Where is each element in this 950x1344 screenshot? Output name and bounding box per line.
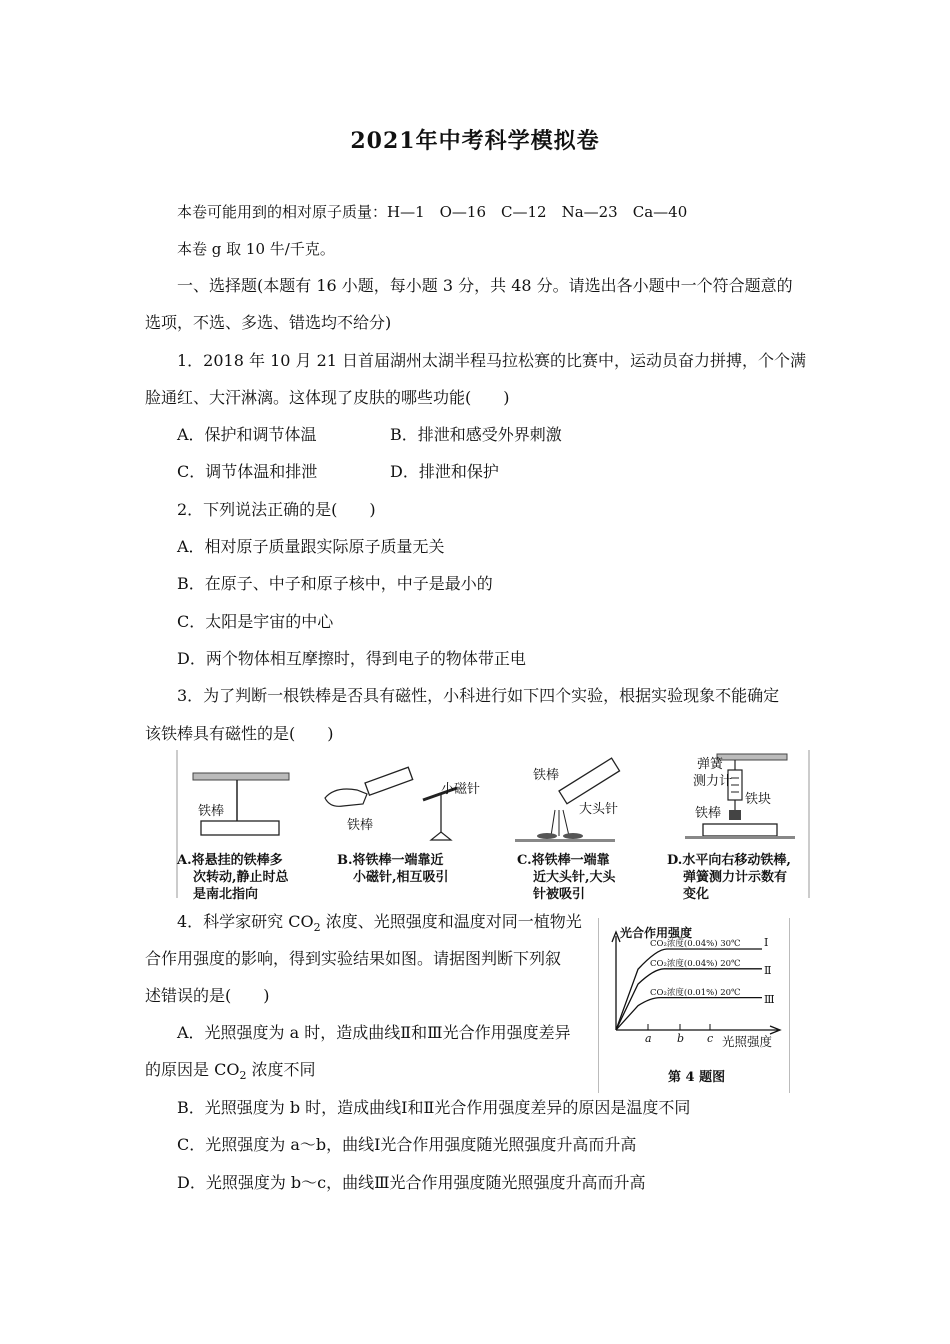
series-label-3: CO₂浓度(0.01%) 20℃ [650, 987, 741, 998]
q4-chart [598, 918, 790, 1093]
q2-option-a: A．相对原子质量跟实际原子质量无关 [177, 537, 445, 556]
q4-option-b: B．光照强度为 b 时，造成曲线Ⅰ和Ⅱ光合作用强度差异的原因是温度不同 [177, 1098, 691, 1117]
atomic-mass-note: 本卷可能用到的相对原子质量：H—1 O—16 C—12 Na—23 Ca—40 [177, 203, 688, 221]
fig-c-bar-label: 铁棒 [533, 768, 560, 783]
q4-stem-text: 4．科学家研究 CO [177, 912, 314, 931]
fig-a-bar-label: 铁棒 [198, 804, 225, 819]
series-name-3: Ⅲ [764, 992, 775, 1006]
q3-stem-cont: 该铁棒具有磁性的是( ) [145, 724, 334, 743]
q4-stem-text: 浓度、光照强度和温度对同一植物光 [320, 912, 582, 931]
fig-a-caption-line: A.将悬挂的铁棒多 [177, 853, 283, 868]
section-heading-cont: 选项，不选、多选、错选均不给分) [145, 313, 392, 332]
section-heading: 一、选择题(本题有 16 小题，每小题 3 分，共 48 分。请选出各小题中一个符合题意的 [177, 276, 793, 295]
fig-c-caption-line: C.将铁棒一端靠 [517, 853, 610, 868]
fig-c-pin-label: 大头针 [579, 802, 619, 817]
series-label-1: CO₂浓度(0.04%) 30℃ [650, 939, 741, 949]
fig-b-needle-label: 小磁针 [441, 782, 481, 797]
fig-a-caption [177, 852, 289, 903]
q4-option-a-text: 浓度不同 [246, 1060, 316, 1079]
fig-b-bar-label: 铁棒 [347, 818, 374, 833]
q2-option-b: B．在原子、中子和原子核中，中子是最小的 [177, 574, 493, 593]
series-line-3 [616, 998, 762, 1030]
q3-figure [175, 748, 811, 900]
q1-option-c: C．调节体温和排泄 [177, 462, 318, 481]
fig-d-block-label: 铁块 [745, 792, 772, 807]
q4-option-d: D．光照强度为 b～c，曲线Ⅲ光合作用强度随光照强度升高而升高 [177, 1173, 646, 1192]
q1-option-a: A．保护和调节体温 [177, 425, 317, 444]
fig-b-caption-line: 小磁针,相互吸引 [353, 870, 449, 885]
q2-option-d: D．两个物体相互摩擦时，得到电子的物体带正电 [177, 649, 526, 668]
q4-stem-cont: 合作用强度的影响，得到实验结果如图。请据图判断下列叙 [145, 949, 562, 968]
fig-a-caption-line: 次转动,静止时总 [193, 870, 289, 885]
q1-stem-cont: 脸通红、大汗淋漓。这体现了皮肤的哪些功能( ) [145, 388, 510, 407]
fig-d-caption-line: 弹簧测力计示数有 [683, 870, 788, 885]
chart-y-label: 光合作用强度 [620, 926, 693, 940]
fig-d-caption-line: D.水平向右移动铁棒, [667, 853, 791, 868]
q3-stem: 3．为了判断一根铁棒是否具有磁性，小科进行如下四个实验，根据实验现象不能确定 [177, 686, 780, 705]
fig-c-caption-line: 针被吸引 [533, 887, 586, 902]
series-name-2: Ⅱ [764, 963, 772, 977]
x-tick-label: b [677, 1032, 685, 1045]
q1-option-d: D．排泄和保护 [390, 462, 499, 481]
q2-option-c: C．太阳是宇宙的中心 [177, 612, 334, 631]
fig-a-caption-line: 是南北指向 [193, 887, 259, 902]
q4-option-a: A．光照强度为 a 时，造成曲线Ⅱ和Ⅲ光合作用强度差异 [177, 1023, 571, 1042]
q4-option-c: C．光照强度为 a～b，曲线Ⅰ光合作用强度随光照强度升高而升高 [177, 1135, 637, 1154]
chart-caption: 第 4 题图 [668, 1070, 726, 1085]
g-value-note: 本卷 g 取 10 牛/千克。 [177, 240, 335, 258]
fig-b-caption-line: B.将铁棒一端靠近 [337, 853, 444, 868]
series-label-2: CO₂浓度(0.04%) 20℃ [650, 958, 741, 969]
page-title: 2021年中考科学模拟卷 [350, 128, 600, 154]
series-name-1: Ⅰ [764, 936, 769, 949]
q4-stem-cont2: 述错误的是( ) [145, 986, 270, 1005]
fig-d-spring-label-line: 测力计 [693, 774, 733, 789]
q1-stem: 1．2018 年 10 月 21 日首届湖州太湖半程马拉松赛的比赛中，运动员奋力拼搏，个个满 [177, 351, 807, 370]
x-tick-label: a [645, 1032, 652, 1045]
fig-d-spring-label-line: 弹簧 [697, 757, 724, 772]
fig-c-caption [517, 852, 616, 903]
x-tick-label: c [707, 1032, 714, 1045]
fig-c-caption-line: 近大头针,大头 [533, 870, 616, 885]
series-line-2 [616, 969, 762, 1030]
fig-d-bar-label: 铁棒 [695, 806, 722, 821]
fig-d-caption [667, 852, 791, 903]
q4-stem-sub: 2 [313, 921, 321, 935]
q4-option-a-text: 的原因是 CO [145, 1060, 240, 1079]
q4-stem [177, 912, 582, 938]
q1-option-b: B．排泄和感受外界刺激 [390, 425, 562, 444]
chart-x-label: 光照强度 [722, 1034, 773, 1049]
q4-option-a-cont [145, 1060, 316, 1086]
fig-d-caption-line: 变化 [683, 887, 710, 902]
q2-stem: 2．下列说法正确的是( ) [177, 500, 376, 519]
fig-b-caption [337, 852, 449, 886]
fig-d-spring-label [693, 756, 732, 790]
q4-option-a-sub: 2 [239, 1069, 247, 1083]
